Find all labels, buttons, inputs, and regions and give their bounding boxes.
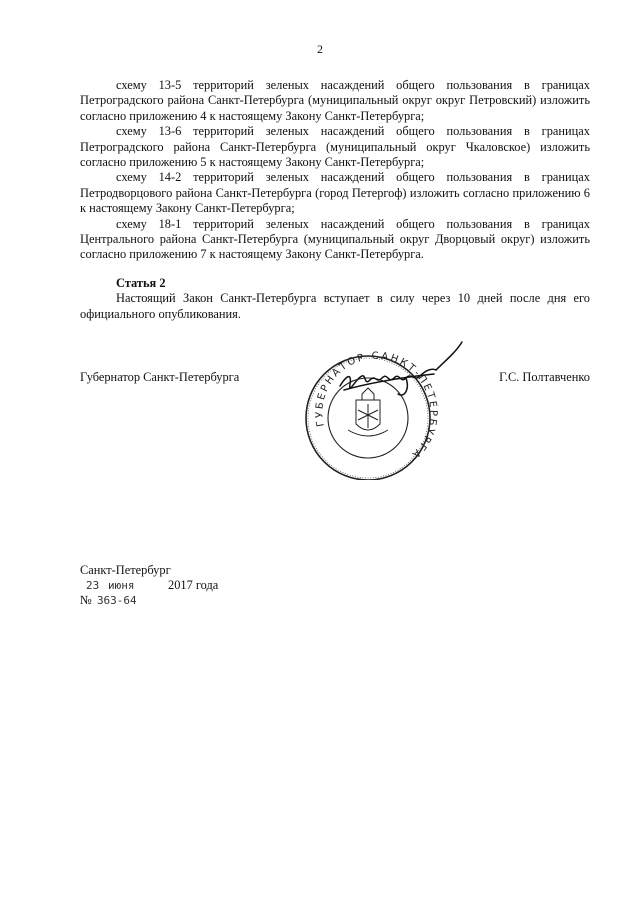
article-heading: Статья 2 [116,275,166,290]
number-value: 363-64 [96,594,137,607]
handwritten-signature [340,342,462,395]
document-body [80,78,590,322]
law-number [80,593,280,608]
footer-date [80,578,280,593]
seal-graphic [286,338,470,480]
article-text: Настоящий Закон Санкт-Петербурга вступает в силу через 10 дней после дня его официального опубликования. [80,291,590,321]
page-number: 2 [317,42,323,56]
seal-text: ГУБЕРНАТОР САНКТ-ПЕТЕРБУРГА [314,350,439,461]
paragraph-scheme-13-5: схему 13-5 территорий зеленых насаждений общего пользования в границах Петроградского района Санкт-Петербурга (муниципальный округ округ Петровский) изложить согласно приложению 4 к настоящему Закону Санкт-Петербурга; [80,78,590,123]
paragraph-scheme-18-1: схему 18-1 территорий зеленых насаждений общего пользования в границах Центрального района Санкт-Петербурга (муниципальный округ Дворцовый округ) изложить согласно приложению 7 к настоящему Закону Санкт-Петербурга. [80,216,590,262]
footer-city: Санкт-Петербург [80,563,171,577]
date-day: 23 [86,579,100,592]
signer-title: Губернатор Санкт-Петербурга [80,370,240,384]
date-month: июня [108,579,135,592]
signer-name: Г.С. Полтавченко [499,370,590,384]
number-prefix: № [80,593,92,607]
official-seal-and-signature [286,338,470,480]
date-year: 2017 года [168,578,219,592]
document-footer [80,563,280,608]
paragraph-scheme-13-6: схему 13-6 территорий зеленых насаждений общего пользования в границах Петроградского района Санкт-Петербурга (муниципальный округ Чкаловское) изложить согласно приложению 5 к настоящему Закону Санкт-Петербурга; [80,124,590,170]
paragraph-scheme-14-2: схему 14-2 территорий зеленых насаждений общего пользования в границах Петродворцового района Санкт-Петербурга (город Петергоф) изложить согласно приложению 6 к настоящему Закону Санкт-Петербурга; [80,170,590,216]
coat-of-arms-icon [348,388,388,436]
